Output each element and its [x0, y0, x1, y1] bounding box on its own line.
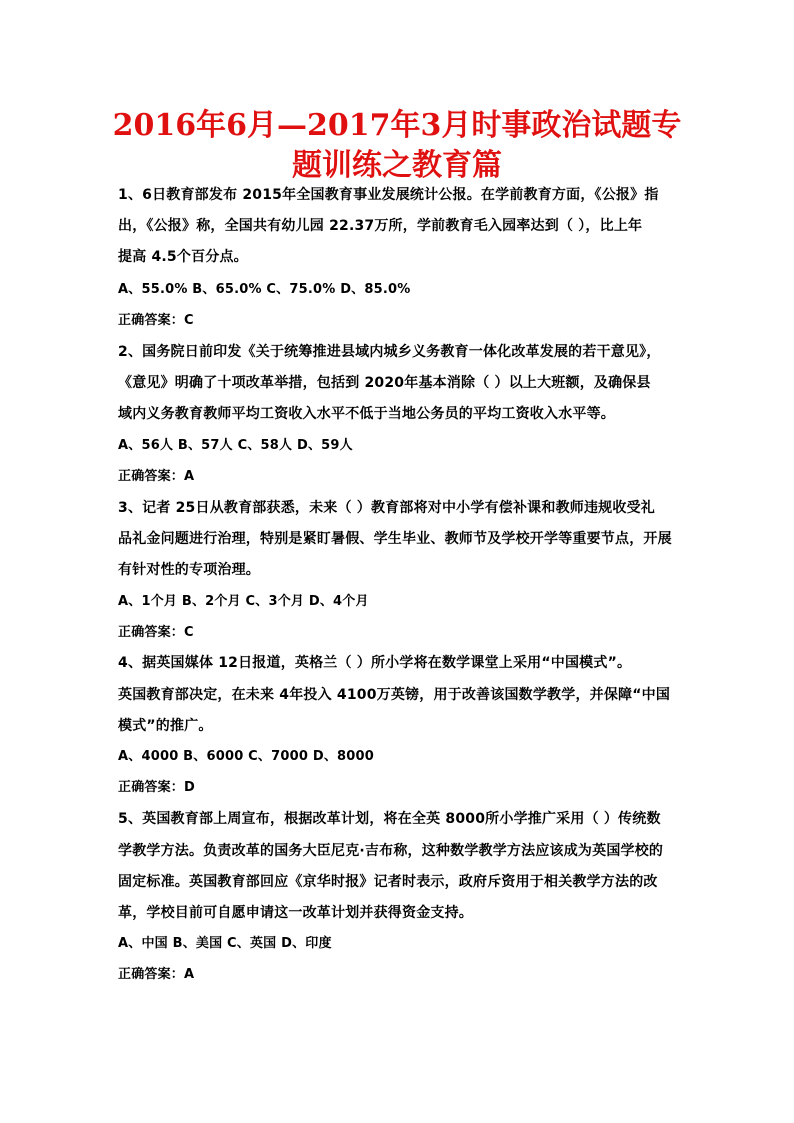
question-2-answer: 正确答案：A	[118, 469, 195, 484]
question-5-options: A、中国 B、美国 C、英国 D、印度	[118, 936, 332, 951]
question-2-text-line-2: 《意见》明确了十项改革举措，包括到 2020年基本消除（ ）以上大班额，及确保县	[118, 375, 651, 391]
question-4-text-line-2: 英国教育部决定，在未来 4年投入 4100万英镑，用于改善该国数学教学，并保障“中国	[118, 687, 671, 703]
title-line-2: 题训练之教育篇	[292, 148, 502, 183]
question-2-text-line-1: 2、国务院日前印发《关于统筹推进县域内城乡义务教育一体化改革发展的若干意见》，	[118, 344, 661, 360]
question-5-text-line-2: 学教学方法。负责改革的国务大臣尼克·吉布称，这种数学教学方法应该成为英国学校的	[118, 843, 664, 859]
question-1-text-line-1: 1、6日教育部发布 2015年全国教育事业发展统计公报。在学前教育方面，《公报》指	[118, 187, 659, 203]
question-3-text-line-1: 3、记者 25日从教育部获悉，未来（ ）教育部将对中小学有偿补课和教师违规收受礼	[118, 500, 655, 516]
question-3-text-line-2: 品礼金问题进行治理，特别是紧盯暑假、学生毕业、教师节及学校开学等重要节点，开展	[118, 531, 672, 547]
question-2-text-line-3: 域内义务教育教师平均工资收入水平不低于当地公务员的平均工资收入水平等。	[118, 406, 615, 422]
question-4-answer: 正确答案：D	[118, 780, 195, 795]
question-3-answer: 正确答案：C	[118, 625, 194, 640]
question-3-options: A、1个月 B、2个月 C、3个月 D、4个月	[118, 594, 369, 609]
question-1-options: A、55.0% B、65.0% C、75.0% D、85.0%	[118, 282, 411, 297]
question-2-options: A、56人 B、57人 C、58人 D、59人	[118, 438, 353, 453]
question-5-text-line-3: 固定标准。英国教育部回应《京华时报》记者时表示，政府斥资用于相关教学方法的改	[118, 874, 658, 890]
question-3-text-line-3: 有针对性的专项治理。	[118, 562, 260, 578]
question-1-text-line-3: 提高 4.5个百分点。	[118, 249, 248, 265]
question-4-text-line-1: 4、据英国媒体 12日报道，英格兰（ ）所小学将在数学课堂上采用“中国模式”。	[118, 655, 632, 671]
question-1-answer: 正确答案：C	[118, 313, 194, 328]
question-5-text-line-4: 革，学校目前可自愿申请这一改革计划并获得资金支持。	[118, 905, 473, 921]
question-1-text-line-2: 出，《公报》称，全国共有幼儿园 22.37万所，学前教育毛入园率达到（ ），比上年	[118, 218, 643, 234]
title-line-1: 2016年6月—2017年3月时事政治试题专	[112, 108, 682, 143]
question-5-text-line-1: 5、英国教育部上周宣布，根据改革计划，将在全英 8000所小学推广采用（ ）传统数	[118, 811, 661, 827]
question-4-text-line-3: 模式”的推广。	[118, 718, 213, 734]
question-5-answer: 正确答案：A	[118, 967, 195, 982]
question-4-options: A、4000 B、6000 C、7000 D、8000	[118, 749, 375, 764]
